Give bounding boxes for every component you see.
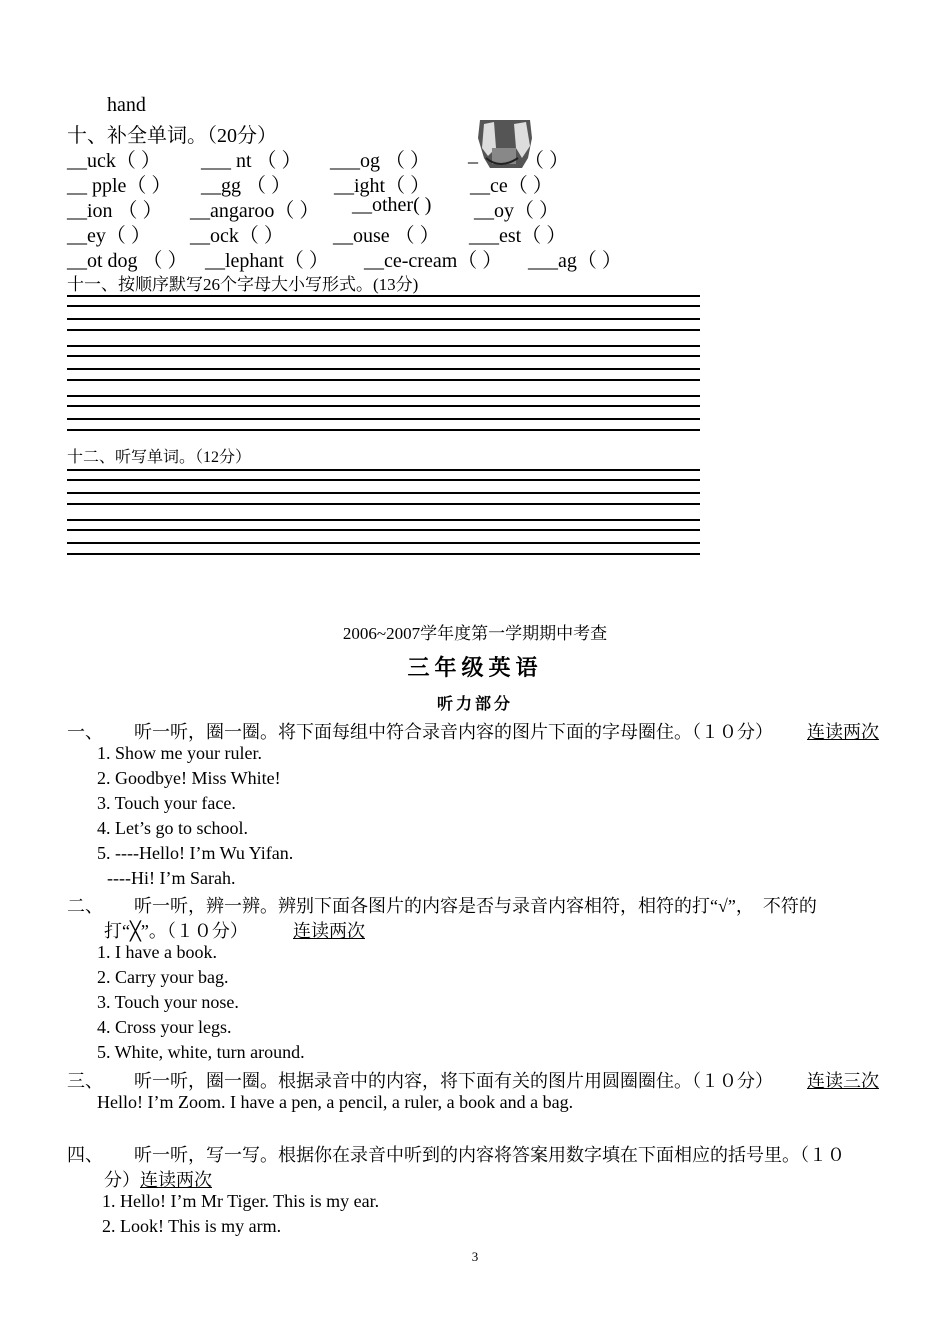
question-1-note: 连读两次 [807, 722, 879, 742]
q4-item: 2. Look! This is my arm. [102, 1216, 282, 1236]
q2-item: 2. Carry your bag. [97, 967, 229, 987]
question-1-text: 听一听，圈一圈。将下面每组中符合录音内容的图片下面的字母圈住。（１０分） [134, 722, 773, 742]
question-3-note: 连读三次 [807, 1071, 879, 1091]
question-3-text: 听一听，圈一圈。根据录音中的内容，将下面有关的图片用圆圈圈住。（１０分） [134, 1071, 773, 1091]
word-blank: __ce（ ） [470, 175, 553, 197]
listening-section-title: 听力部分 [436, 694, 513, 713]
q4-item: 1. Hello! I’m Mr Tiger. This is my ear. [102, 1191, 380, 1211]
q1-item: 3. Touch your face. [97, 793, 236, 813]
word-blank: __lephant（ ） [205, 250, 329, 272]
question-2-number: 二、 [67, 896, 103, 916]
word-blank: __oy（ ） [474, 200, 559, 222]
word-blank: （ ） [524, 150, 569, 172]
question-1-number: 一、 [67, 722, 103, 742]
section-10-title: 十、补全单词。（20分） [67, 125, 277, 147]
q1-item: 1. Show me your ruler. [97, 743, 262, 763]
word-blank: _ [468, 144, 478, 166]
word-blank: __ock（ ） [190, 225, 284, 247]
top-word: hand [107, 94, 146, 116]
question-2-text-cont: 打“╳”。（１０分） [104, 921, 248, 941]
word-blank: __ey（ ） [67, 225, 151, 247]
word-blank: ___ nt （ ） [201, 150, 302, 172]
question-3-number: 三、 [67, 1071, 103, 1091]
word-blank: __angaroo（ ） [190, 200, 320, 222]
word-blank: __ouse （ ） [333, 225, 440, 247]
page-number: 3 [471, 1249, 479, 1264]
word-blank: ___og （ ） [330, 150, 430, 172]
exam-header: 2006~2007学年度第一学期期中考查 [342, 624, 608, 643]
word-blank: __gg （ ） [201, 175, 291, 197]
question-2-note: 连读两次 [293, 921, 365, 941]
question-4-text: 听一听，写一写。根据你在录音中听到的内容将答案用数字填在下面相应的括号里。（１０ [134, 1145, 845, 1165]
question-4-note: 连读两次 [140, 1170, 212, 1190]
question-4-number: 四、 [67, 1145, 103, 1165]
word-blank: ___est（ ） [469, 225, 567, 247]
q1-item: 5. ----Hello! I’m Wu Yifan. [97, 843, 294, 863]
word-blank: __other( ) [352, 194, 432, 216]
q2-item: 1. I have a book. [97, 942, 217, 962]
word-blank: ___ag（ ） [528, 250, 622, 272]
question-4-text-cont: 分） [104, 1170, 140, 1190]
word-blank: __uck（ ） [67, 150, 161, 172]
exam-title: 三年级英语 [407, 656, 543, 681]
word-blank: __ion （ ） [67, 200, 163, 222]
q1-item: 2. Goodbye! Miss White! [97, 768, 281, 788]
question-2-text: 听一听，辨一辨。辨别下面各图片的内容是否与录音内容相符，相符的打“√”， 不符的 [134, 896, 817, 916]
q1-item: ----Hi! I’m Sarah. [107, 868, 236, 888]
word-blank: __ pple（ ） [67, 175, 172, 197]
word-blank: __ot dog （ ） [67, 250, 188, 272]
q2-item: 5. White, white, turn around. [97, 1042, 305, 1062]
section-12-title: 十二、听写单词。（12分） [67, 449, 252, 466]
word-blank: __ight（ ） [334, 175, 431, 197]
q2-item: 3. Touch your nose. [97, 992, 239, 1012]
section-11-title: 十一、按顺序默写26个字母大小写形式。(13分) [67, 275, 419, 294]
word-blank: __ce-cream（ ） [364, 250, 503, 272]
q2-item: 4. Cross your legs. [97, 1017, 232, 1037]
q1-item: 4. Let’s go to school. [97, 818, 248, 838]
q3-item: Hello! I’m Zoom. I have a pen, a pencil, a ruler, a book and a bag. [97, 1092, 574, 1112]
